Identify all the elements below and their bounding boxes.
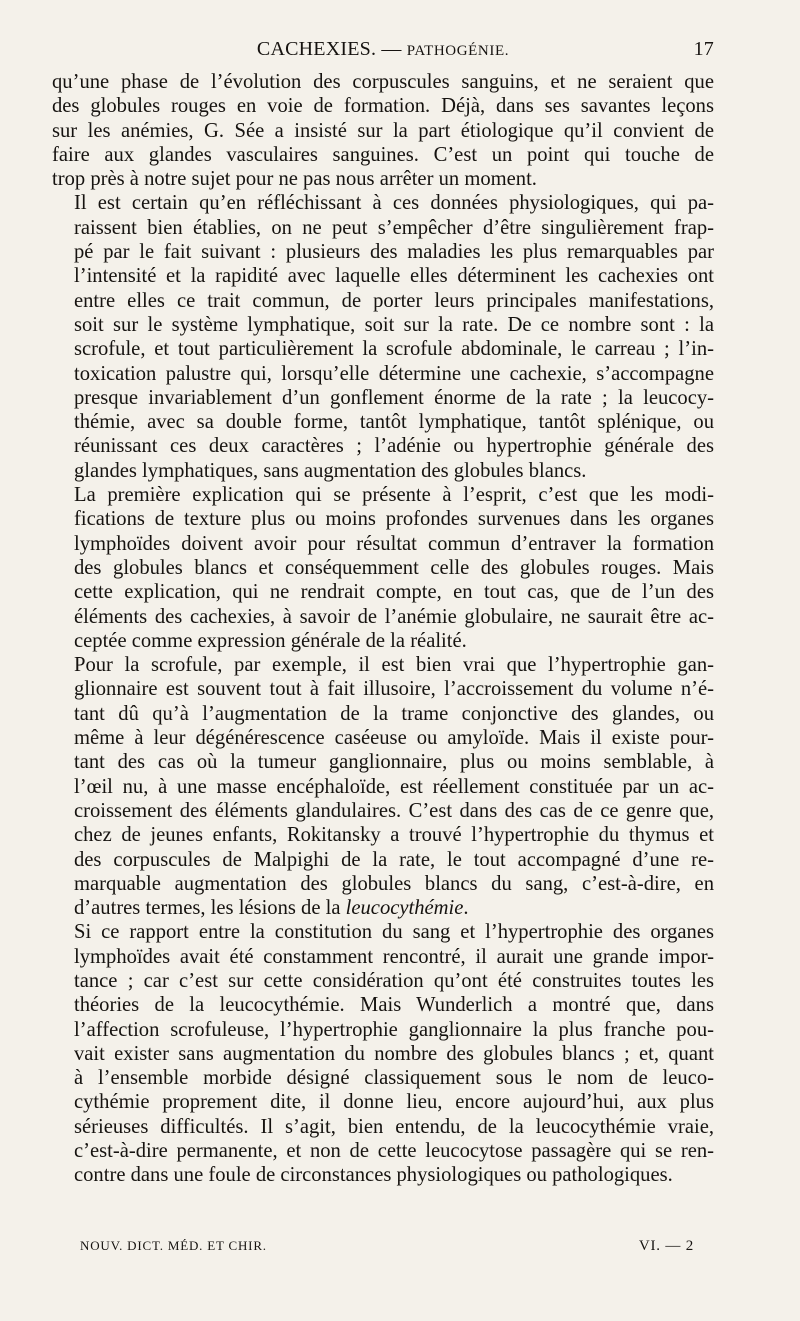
text-line: l’intensité et la rapidité avec laquelle elles déterminent les cachexies ont [74,265,714,288]
text-line: vait exister sans augmentation du nombre des globules blancs ; et, quant [74,1042,714,1065]
text-line: presque invariablement d’un gonflement énorme de la rate ; la leucocy- [74,386,714,409]
text-line: lymphoïdes avait été constamment rencontré, il aurait une grande impor- [74,945,714,968]
text-line [52,896,714,920]
text-line: des globules rouges en voie de formation. Déjà, dans ses savantes leçons [52,95,714,118]
running-title-separator: — [381,38,402,60]
text-line: chez de jeunes enfants, Rokitansky a trouvé l’hypertrophie du thymus et [74,824,714,847]
text-line: tant des cas où la tumeur ganglionnaire, plus ou moins semblable, à [74,751,714,774]
page-footer [80,1238,712,1262]
text-run: d’autres termes, les lésions de la [74,897,346,920]
text-line: ceptée comme expression générale de la réalité. [74,629,467,652]
text-line: même à leur dégénérescence caséeuse ou amyloïde. Mais il existe pour- [74,727,714,750]
body-text [52,70,714,1188]
running-head [52,38,714,70]
running-title-sub: PATHOGÉNIE. [406,43,510,59]
text-line: marquable augmentation des globules blancs du sang, c’est-à-dire, en [74,872,714,895]
text-line: sur les anémies, G. Sée a insisté sur la part étiologique qu’il convient de [52,119,714,142]
text-line: tant dû qu’à l’augmentation de la trame conjonctive des glandes, ou [74,702,714,725]
text-line: cette explication, qui ne rendrait compte, en tout cas, que de l’un des [74,581,714,604]
text-line: Il est certain qu’en réfléchissant à ces données physiologiques, qui pa- [74,192,714,215]
text-line: qu’une phase de l’évolution des corpuscules sanguins, et ne seraient que [52,71,714,93]
text-line: thémie, avec sa double forme, tantôt lymphatique, tantôt splénique, ou [74,411,714,434]
text-line: l’œil nu, à une masse encéphaloïde, est réellement constituée par un ac- [74,775,714,798]
text-line: fications de texture plus ou moins profondes survenues dans les organes [74,508,714,531]
footer-volume-mark: VI. — 2 [638,1238,694,1254]
paragraph [52,483,714,653]
text-line: Si ce rapport entre la constitution du sang et l’hypertrophie des organes [74,921,714,944]
running-title [52,38,714,61]
footer-signature: NOUV. DICT. MÉD. ET CHIR. [80,1238,267,1253]
text-line: croissement des éléments glandulaires. C’est dans des cas de ce genre que, [74,799,714,822]
text-line: lymphoïdes doivent avoir pour résultat commun d’entraver la formation [74,532,714,555]
text-line: contre dans une foule de circonstances physiologiques ou pathologiques. [74,1164,673,1187]
text-line: La première explication qui se présente à l’esprit, c’est que les modi- [74,484,714,507]
text-line: à l’ensemble morbide désigné classiquement sous le nom de leuco- [74,1067,714,1090]
text-line: faire aux glandes vasculaires sanguines. C’est un point qui touche de [52,143,714,166]
text-line: des corpuscules de Malpighi de la rate, le tout accompagné d’une re- [74,848,714,871]
paragraph [52,191,714,483]
text-line: pé par le fait suivant : plusieurs des maladies les plus remarquables par [74,241,714,264]
text-line: soit sur le système lymphatique, soit sur la rate. De ce nombre sont : la [74,313,714,336]
text-line: réunissant ces deux caractères ; l’adénie ou hypertrophie générale des [74,435,714,458]
paragraph [52,653,714,920]
text-line: des globules blancs et conséquemment celle des globules rouges. Mais [74,556,714,579]
text-line: entre elles ce trait commun, de porter leurs principales manifestations, [74,289,714,312]
running-title-main: CACHEXIES. [256,38,377,60]
text-line: sérieuses difficultés. Il s’agit, bien entendu, de la leucocythémie vraie, [74,1115,714,1138]
italic-term: leucocythémie [345,897,464,920]
text-line: éléments des cachexies, à savoir de l’anémie globulaire, ne saurait être ac- [74,605,714,628]
page-number: 17 [693,38,714,60]
paragraph [52,920,714,1187]
text-line: trop près à notre sujet pour ne pas nous arrêter un moment. [52,168,537,191]
text-line: tance ; car c’est sur cette considération qu’ont été construites toutes les [74,969,714,992]
text-line: théories de la leucocythémie. Mais Wunderlich a montré que, dans [74,994,714,1017]
text-line: glandes lymphatiques, sans augmentation des globules blancs. [74,459,587,482]
text-line: raissent bien établies, on ne peut s’empêcher d’être singulièrement frap- [74,216,714,239]
text-line: toxication palustre qui, lorsqu’elle détermine une cachexie, s’accompagne [74,362,714,385]
text-line: glionnaire est souvent tout à fait illusoire, l’accroissement du volume n’é- [74,678,714,701]
text-line: Pour la scrofule, par exemple, il est bien vrai que l’hypertrophie gan- [74,654,714,677]
text-line: cythémie proprement dite, il donne lieu, encore aujourd’hui, aux plus [74,1091,714,1114]
paragraph [52,70,714,191]
book-page [52,0,714,1321]
text-line: scrofule, et tout particulièrement la scrofule abdominale, le carreau ; l’in- [74,338,714,361]
text-line: l’affection scrofuleuse, l’hypertrophie ganglionnaire la plus franche pou- [74,1018,714,1041]
text-run: . [463,897,469,920]
text-line: c’est-à-dire permanente, et non de cette leucocytose passagère qui se ren- [74,1140,714,1163]
